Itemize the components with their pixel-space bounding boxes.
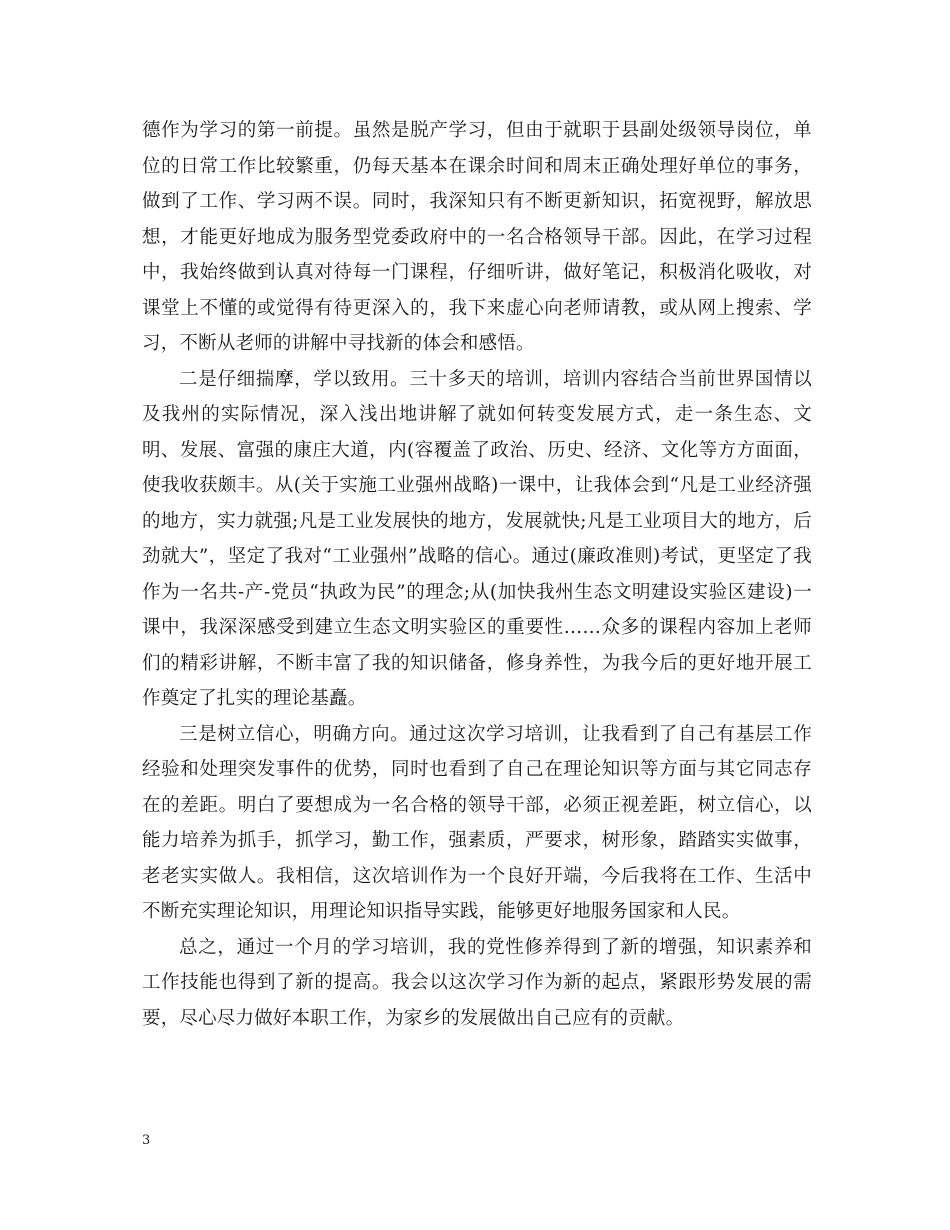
paragraph-conclusion: 总之，通过一个月的学习培训，我的党性修养得到了新的增强，知识素养和工作技能也得到了新的提高。我会以这次学习作为新的起点，紧跟形势发展的需要，尽心尽力做好本职工作，为家乡的发展做出自己应有的贡献。 [142, 936, 812, 1029]
page-number: 3 [142, 1133, 151, 1148]
paragraph-apply-learning: 二是仔细揣摩，学以致用。三十多天的培训，培训内容结合当前世界国情以及我州的实际情况，深入浅出地讲解了就如何转变发展方式，走一条生态、文明、发展、富强的康庄大道，内(容覆盖了政治、历史、经济、文化等方方面面，使我收获颇丰。从(关于实施工业强州战略)一课中，让我体会到“凡是工业经济强的地方，实力就强;凡是工业发展快的地方，发展就快;凡是工业项目大的地方，后劲就大”，坚定了我对“工业强州”战略的信心。通过(廉政准则)考试，更坚定了我作为一名共-产-党员“执政为民”的理念;从(加快我州生态文明建设实验区建设)一课中，我深深感受到建立生态文明实验区的重要性……众多的课程内容加上老师们的精彩讲解，不断丰富了我的知识储备，修身养性，为我今后的更好地开展工作奠定了扎实的理论基矗。 [142, 368, 812, 709]
paragraph-continued: 德作为学习的第一前提。虽然是脱产学习，但由于就职于县副处级领导岗位，单位的日常工作比较繁重，仍每天基本在课余时间和周末正确处理好单位的事务，做到了工作、学习两不误。同时，我深知只有不断更新知识，拓宽视野，解放思想，才能更好地成为服务型党委政府中的一名合格领导干部。因此，在学习过程中，我始终做到认真对待每一门课程，仔细听讲，做好笔记，积极消化吸收，对课堂上不懂的或觉得有待更深入的，我下来虚心向老师请教，或从网上搜索、学习，不断从老师的讲解中寻找新的体会和感悟。 [142, 120, 812, 354]
body-text [142, 113, 812, 1036]
paragraph-build-confidence: 三是树立信心，明确方向。通过这次学习培训，让我看到了自己有基层工作经验和处理突发事件的优势，同时也看到了自己在理论知识等方面与其它同志存在的差距。明白了要想成为一名合格的领导干部，必须正视差距，树立信心，以能力培养为抓手，抓学习，勤工作，强素质，严要求，树形象，踏踏实实做事，老老实实做人。我相信，这次培训作为一个良好开端，今后我将在工作、生活中不断充实理论知识，用理论知识指导实践，能够更好地服务国家和人民。 [142, 723, 812, 922]
